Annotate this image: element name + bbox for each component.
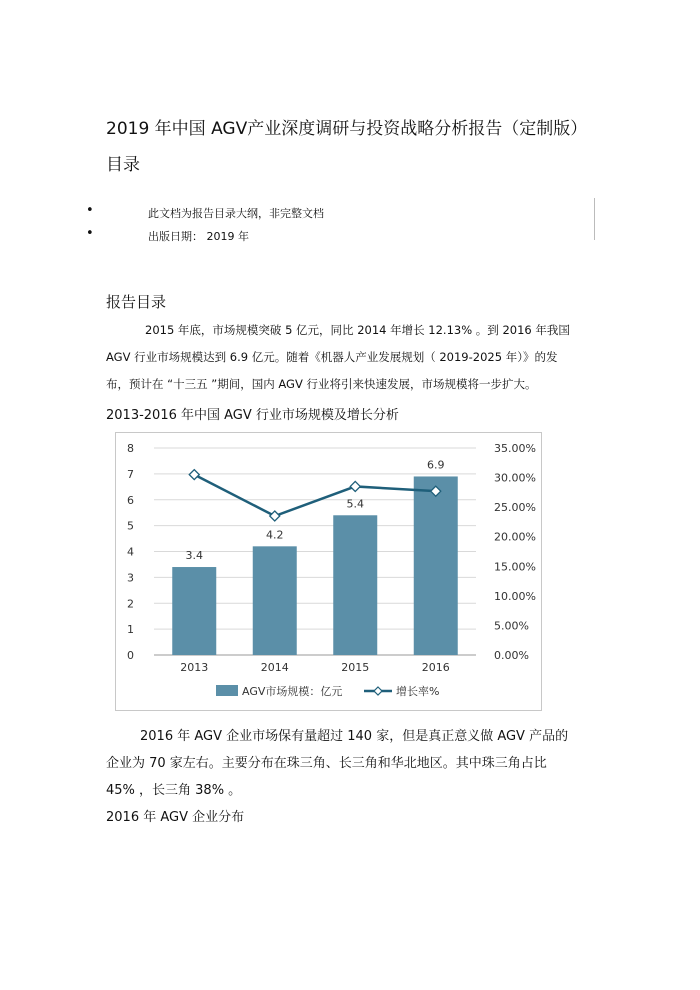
x-tick-label: 2013 xyxy=(180,661,209,674)
x-tick-label: 2016 xyxy=(421,661,450,674)
y-left-tick-label: 5 xyxy=(127,519,134,533)
enterprise-distribution-caption: 2016 年 AGV 企业分布 xyxy=(106,810,245,825)
legend-line-label: 增长率% xyxy=(396,685,440,698)
y-right-tick-label: 35.00% xyxy=(494,442,536,455)
bullet-dot-icon: • xyxy=(86,203,94,218)
growth-point-2014 xyxy=(270,511,280,521)
paragraph-line: 45% ，长三角 38% 。 xyxy=(106,783,242,798)
bullet-item-disclaimer: 此文档为报告目录大纲，非完整文档 xyxy=(148,207,324,220)
y-left-tick-label: 3 xyxy=(127,571,134,585)
legend-bar-label: AGV市场规模：亿元 xyxy=(242,685,343,698)
y-right-tick-label: 30.00% xyxy=(494,471,536,485)
y-left-tick-label: 6 xyxy=(127,493,134,507)
y-right-tick-label: 20.00% xyxy=(494,530,536,544)
bar-value-label: 3.4 xyxy=(185,549,203,563)
toc-heading: 目录 xyxy=(106,155,140,175)
y-right-tick-label: 5.00% xyxy=(494,619,529,633)
y-left-tick-label: 4 xyxy=(127,545,134,559)
x-tick-label: 2015 xyxy=(341,661,370,674)
growth-rate-line xyxy=(194,475,436,516)
y-right-tick-label: 25.00% xyxy=(494,501,536,515)
market-paragraph xyxy=(106,317,601,398)
bullet-dot-icon: • xyxy=(86,226,94,241)
y-left-tick-label: 1 xyxy=(127,623,134,637)
chart-caption: 2013-2016 年中国 AGV 行业市场规模及增长分析 xyxy=(106,408,399,423)
y-right-tick-label: 0.00% xyxy=(494,649,529,662)
legend-line-marker xyxy=(374,687,382,695)
bar-2013 xyxy=(172,567,216,655)
enterprise-paragraph xyxy=(106,723,601,804)
bar-value-label: 5.4 xyxy=(346,497,364,511)
bullet-item-publish-date: 出版日期： 2019 年 xyxy=(148,230,249,243)
growth-point-2013 xyxy=(189,470,199,480)
margin-divider xyxy=(594,198,595,240)
growth-point-2015 xyxy=(350,481,360,491)
y-right-tick-label: 15.00% xyxy=(494,560,536,574)
bar-value-label: 4.2 xyxy=(266,528,284,542)
bar-2014 xyxy=(253,546,297,655)
paragraph-line: AGV 行业市场规模达到 6.9 亿元。随着《机器人产业发展规划（ 2019-2025 年）》的发 xyxy=(106,350,558,364)
x-tick-label: 2014 xyxy=(260,661,289,674)
y-left-tick-label: 8 xyxy=(127,442,134,455)
paragraph-line: 2015 年底，市场规模突破 5 亿元，同比 2014 年增长 12.13% 。到 2016 年我国 xyxy=(145,323,570,337)
bar-2015 xyxy=(333,515,377,655)
section-heading: 报告目录 xyxy=(106,293,167,311)
market-chart xyxy=(116,433,541,710)
y-left-tick-label: 0 xyxy=(127,649,134,662)
legend-bar-swatch xyxy=(216,685,238,696)
report-title: 2019 年中国 AGV产业深度调研与投资战略分析报告（定制版） xyxy=(106,119,588,139)
bar-2016 xyxy=(414,476,458,655)
paragraph-line: 布，预计在 “十三五 ”期间，国内 AGV 行业将引来快速发展，市场规模将一步扩大。 xyxy=(106,377,537,391)
y-right-tick-label: 10.00% xyxy=(494,589,536,603)
y-left-tick-label: 7 xyxy=(127,467,134,481)
y-left-tick-label: 2 xyxy=(127,597,134,611)
chart-frame xyxy=(115,432,542,711)
paragraph-line: 企业为 70 家左右。主要分布在珠三角、长三角和华北地区。其中珠三角占比 xyxy=(106,756,547,771)
bar-value-label: 6.9 xyxy=(427,458,445,472)
paragraph-line: 2016 年 AGV 企业市场保有量超过 140 家，但是真正意义做 AGV 产品的 xyxy=(140,729,569,744)
